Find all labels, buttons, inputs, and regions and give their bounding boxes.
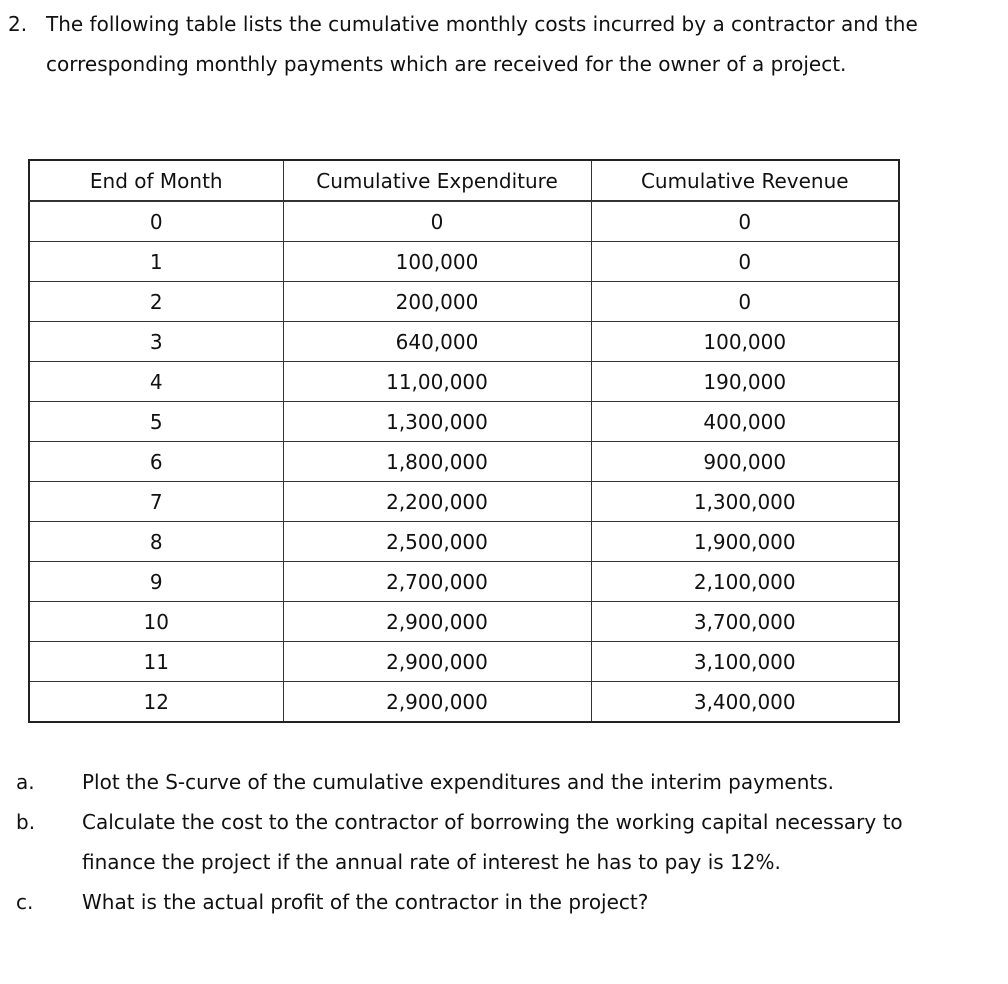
cell-expenditure: 2,900,000 [283, 642, 591, 682]
table-row [29, 602, 899, 642]
cell-month: 8 [29, 522, 283, 562]
cell-expenditure: 2,200,000 [283, 482, 591, 522]
cost-revenue-table-container [28, 159, 898, 723]
table-row [29, 402, 899, 442]
part-c-letter: c. [16, 890, 34, 914]
sub-questions [16, 762, 976, 922]
table-row [29, 242, 899, 282]
question-number: 2. [8, 12, 28, 36]
cost-revenue-table [28, 159, 900, 723]
cell-month: 9 [29, 562, 283, 602]
cell-revenue: 190,000 [591, 362, 899, 402]
part-b-letter: b. [16, 810, 36, 834]
part-a-text: Plot the S-curve of the cumulative expenditures and the interim payments. [82, 770, 835, 794]
cell-expenditure: 11,00,000 [283, 362, 591, 402]
header-end-of-month: End of Month [29, 160, 283, 201]
part-c-text: What is the actual profit of the contractor in the project? [82, 890, 649, 914]
table-row [29, 362, 899, 402]
cell-expenditure: 1,300,000 [283, 402, 591, 442]
cell-month: 11 [29, 642, 283, 682]
cell-month: 7 [29, 482, 283, 522]
cell-month: 4 [29, 362, 283, 402]
cell-month: 12 [29, 682, 283, 723]
cell-month: 10 [29, 602, 283, 642]
table-row [29, 562, 899, 602]
cell-month: 1 [29, 242, 283, 282]
cell-revenue: 1,900,000 [591, 522, 899, 562]
cell-expenditure: 2,500,000 [283, 522, 591, 562]
cell-expenditure: 0 [283, 201, 591, 242]
cell-revenue: 1,300,000 [591, 482, 899, 522]
part-b [16, 802, 976, 882]
question-text: The following table lists the cumulative monthly costs incurred by a contractor and the corresponding monthly payments which are received for the owner of a project. [46, 12, 918, 76]
cell-revenue: 3,100,000 [591, 642, 899, 682]
cell-revenue: 0 [591, 282, 899, 322]
table-row [29, 522, 899, 562]
cell-revenue: 2,100,000 [591, 562, 899, 602]
cell-expenditure: 2,900,000 [283, 602, 591, 642]
part-a-letter: a. [16, 770, 35, 794]
part-c [16, 882, 976, 922]
table-row [29, 282, 899, 322]
header-cumulative-expenditure: Cumulative Expenditure [283, 160, 591, 201]
table-row [29, 442, 899, 482]
cell-month: 5 [29, 402, 283, 442]
cell-month: 3 [29, 322, 283, 362]
cell-expenditure: 640,000 [283, 322, 591, 362]
cell-month: 0 [29, 201, 283, 242]
cell-revenue: 100,000 [591, 322, 899, 362]
header-cumulative-revenue: Cumulative Revenue [591, 160, 899, 201]
part-a [16, 762, 976, 802]
cell-expenditure: 1,800,000 [283, 442, 591, 482]
table-row [29, 482, 899, 522]
cell-expenditure: 100,000 [283, 242, 591, 282]
question-block [8, 4, 968, 84]
cell-revenue: 3,700,000 [591, 602, 899, 642]
cell-revenue: 400,000 [591, 402, 899, 442]
part-b-text: Calculate the cost to the contractor of borrowing the working capital necessary to finance the project if the annual rate of interest he has to pay is 12%. [82, 810, 903, 874]
cell-month: 2 [29, 282, 283, 322]
table-row [29, 642, 899, 682]
table-row [29, 322, 899, 362]
table-header-row [29, 160, 899, 201]
cell-expenditure: 200,000 [283, 282, 591, 322]
cell-revenue: 0 [591, 242, 899, 282]
cell-revenue: 0 [591, 201, 899, 242]
cell-expenditure: 2,900,000 [283, 682, 591, 723]
cell-month: 6 [29, 442, 283, 482]
table-row [29, 201, 899, 242]
table-row [29, 682, 899, 723]
cell-revenue: 3,400,000 [591, 682, 899, 723]
cell-expenditure: 2,700,000 [283, 562, 591, 602]
cell-revenue: 900,000 [591, 442, 899, 482]
